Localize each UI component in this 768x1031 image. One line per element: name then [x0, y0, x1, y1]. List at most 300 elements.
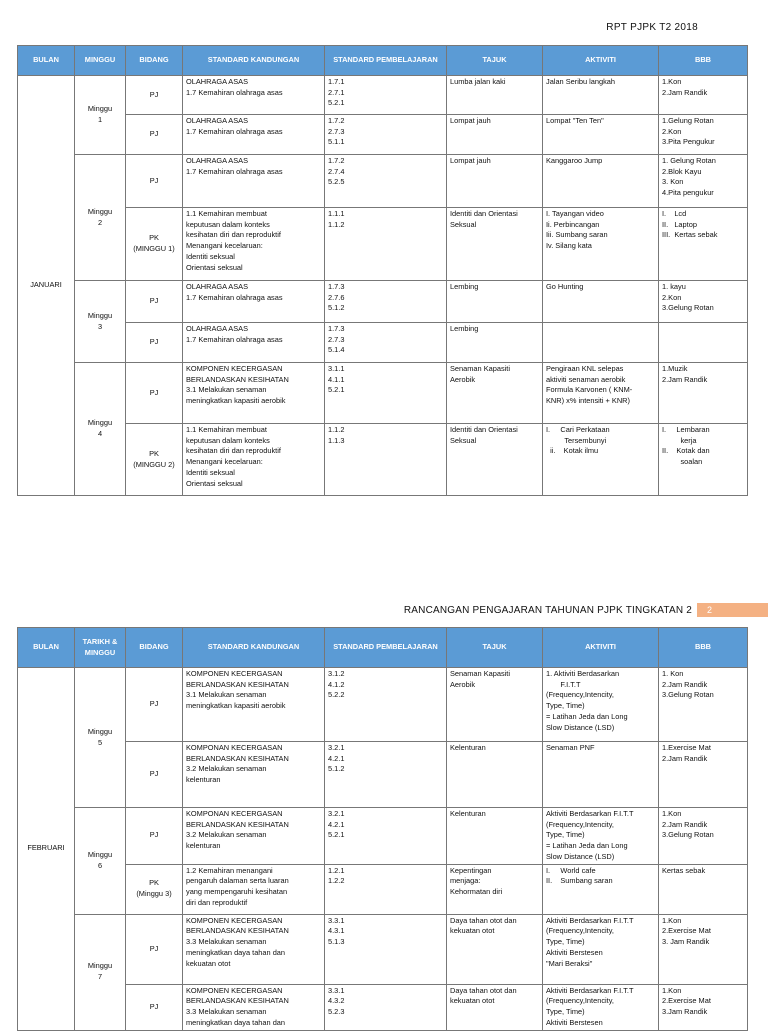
- standard-kandungan-text: BERLANDASKAN KESIHATAN: [186, 926, 289, 936]
- table-row: [18, 155, 748, 208]
- standard-pembelajaran-cell: [325, 208, 447, 281]
- aktiviti-text: = Latihan Jeda dan Long: [546, 711, 628, 721]
- bbb-text: Kertas sebak: [662, 865, 706, 875]
- aktiviti-text: Senaman PNF: [546, 743, 595, 752]
- standard-kandungan-text: OLAHRAGA ASAS: [186, 77, 249, 86]
- standard-pembelajaran-text: 2.7.6: [328, 292, 345, 302]
- bbb-text: 3.Jam Randik: [662, 1007, 708, 1017]
- standard-kandungan-cell: [183, 281, 325, 323]
- bbb-cell: [659, 155, 748, 208]
- week-label: 5: [97, 737, 103, 747]
- aktiviti-text: 1. Aktiviti Berdasarkan: [546, 669, 620, 678]
- bbb-text: 3. Jam Randik: [662, 937, 710, 947]
- tajuk-text: Daya tahan otot dan: [450, 985, 517, 995]
- bbb-text: 2.Kon: [662, 292, 682, 302]
- aktiviti-cell: [543, 76, 659, 115]
- table-row: [18, 742, 748, 808]
- standard-pembelajaran-cell: [325, 864, 447, 914]
- standard-pembelajaran-text: 5.2.2: [328, 690, 345, 700]
- tajuk-text: Daya tahan otot dan: [450, 915, 517, 925]
- bidang-text: PK: [149, 233, 159, 243]
- aktiviti-text: Lompat "Ten Ten": [546, 116, 604, 125]
- week-cell: [75, 281, 126, 363]
- bidang-cell: [126, 115, 183, 155]
- week-label: Minggu: [87, 961, 113, 971]
- aktiviti-cell: [543, 155, 659, 208]
- standard-pembelajaran-text: 2.7.3: [328, 334, 345, 344]
- standard-kandungan-text: 3.3 Melakukan senaman: [186, 1007, 267, 1017]
- standard-pembelajaran-text: 2.7.1: [328, 87, 345, 97]
- tajuk-text: Senaman Kapasiti: [450, 669, 510, 678]
- standard-pembelajaran-text: 3.3.1: [328, 985, 345, 995]
- standard-pembelajaran-cell: [325, 155, 447, 208]
- bbb-text: 2.Kon: [662, 126, 682, 136]
- aktiviti-cell: [543, 363, 659, 424]
- bbb-text: 1.Kon: [662, 809, 682, 818]
- tajuk-text: menjaga:: [450, 876, 481, 886]
- standard-pembelajaran-cell: [325, 668, 447, 742]
- tajuk-cell: [447, 208, 543, 281]
- bbb-cell: [659, 115, 748, 155]
- standard-kandungan-text: Orientasi seksual: [186, 262, 243, 272]
- standard-kandungan-text: BERLANDASKAN KESIHATAN: [186, 679, 289, 689]
- month-cell: FEBRUARI: [18, 668, 75, 1031]
- standard-pembelajaran-text: 5.1.4: [328, 345, 345, 355]
- tajuk-text: Senaman Kapasiti: [450, 364, 510, 373]
- standard-kandungan-text: Orientasi seksual: [186, 478, 243, 488]
- aktiviti-text: (Frequency,Intencity,: [546, 926, 614, 936]
- standard-pembelajaran-text: 1.2.2: [328, 876, 345, 886]
- standard-kandungan-text: meningkatkan kapasiti aerobik: [186, 396, 286, 406]
- standard-kandungan-text: meningkatkan kapasiti aerobik: [186, 701, 286, 711]
- aktiviti-cell: [543, 742, 659, 808]
- aktiviti-text: II. Sumbang saran: [546, 876, 613, 886]
- standard-kandungan-text: OLAHRAGA ASAS: [186, 282, 249, 291]
- standard-kandungan-text: kesihatan diri dan reproduktif: [186, 446, 281, 456]
- aktiviti-cell: [543, 808, 659, 865]
- standard-kandungan-text: pengaruh dalaman serta luaran: [186, 876, 289, 886]
- column-header: BBB: [659, 628, 748, 668]
- bbb-text: 3.Gelung Rotan: [662, 830, 714, 840]
- tajuk-text: Aerobik: [450, 374, 476, 384]
- week-cell: [75, 914, 126, 1030]
- week-label: Minggu: [87, 418, 113, 428]
- standard-pembelajaran-text: 2.7.3: [328, 126, 345, 136]
- aktiviti-text: Tersembunyi: [546, 435, 607, 445]
- bbb-text: 1. Kon: [662, 669, 684, 678]
- aktiviti-cell: [543, 424, 659, 496]
- standard-kandungan-text: yang mempengaruhi kesihatan: [186, 887, 288, 897]
- tajuk-text: Aerobik: [450, 679, 476, 689]
- tajuk-cell: [447, 363, 543, 424]
- tajuk-cell: [447, 281, 543, 323]
- standard-pembelajaran-text: 3.1.1: [328, 364, 345, 373]
- aktiviti-text: (Frequency,Intencity,: [546, 996, 614, 1006]
- aktiviti-text: KNR) x% intensiti + KNR): [546, 396, 630, 406]
- column-header: BULAN: [18, 628, 75, 668]
- bbb-cell: [659, 208, 748, 281]
- aktiviti-text: Type, Time): [546, 701, 585, 711]
- standard-pembelajaran-text: 1.7.2: [328, 156, 345, 165]
- column-header: MINGGU: [75, 46, 126, 76]
- standard-kandungan-text: kelenturan: [186, 841, 221, 851]
- standard-pembelajaran-text: 1.7.2: [328, 116, 345, 125]
- standard-kandungan-text: 1.7 Kemahiran olahraga asas: [186, 334, 283, 344]
- week-label: 1: [97, 115, 103, 124]
- bidang-text: PJ: [149, 129, 159, 139]
- bbb-text: 2.Exercise Mat: [662, 926, 711, 936]
- week-label: Minggu: [87, 206, 113, 216]
- standard-pembelajaran-text: 1.2.1: [328, 865, 345, 875]
- standard-kandungan-text: kelenturan: [186, 775, 221, 785]
- bbb-text: 4.Pita pengukur: [662, 188, 714, 198]
- table-row: [18, 115, 748, 155]
- aktiviti-text: aktiviti senaman aerobik: [546, 374, 626, 384]
- aktiviti-cell: [543, 914, 659, 984]
- bbb-text: 2.Jam Randik: [662, 753, 708, 763]
- aktiviti-cell: [543, 984, 659, 1030]
- week-label: 3: [97, 321, 103, 331]
- standard-kandungan-text: kekuatan otot: [186, 958, 231, 968]
- standard-pembelajaran-text: 4.2.1: [328, 819, 345, 829]
- table-row: [18, 864, 748, 914]
- week-label: 4: [97, 429, 103, 438]
- bidang-text: PJ: [149, 387, 159, 397]
- standard-pembelajaran-cell: [325, 984, 447, 1030]
- bidang-text: PJ: [149, 337, 159, 347]
- standard-pembelajaran-text: 5.2.3: [328, 1007, 345, 1017]
- aktiviti-text: Iv. Silang kata: [546, 241, 592, 251]
- page-header-1: RPT PJPK T2 2018: [606, 22, 698, 33]
- bidang-text: PJ: [149, 89, 159, 99]
- standard-kandungan-cell: [183, 76, 325, 115]
- standard-kandungan-cell: [183, 115, 325, 155]
- bbb-text: I. Lcd: [662, 209, 687, 218]
- bbb-text: 2.Jam Randik: [662, 819, 708, 829]
- aktiviti-cell: [543, 864, 659, 914]
- column-header: BULAN: [18, 46, 75, 76]
- table-row: [18, 424, 748, 496]
- bidang-text: (MINGGU 1): [133, 244, 175, 253]
- tajuk-text: Seksual: [450, 219, 477, 229]
- aktiviti-text: Go Hunting: [546, 282, 584, 291]
- table-row: [18, 363, 748, 424]
- standard-pembelajaran-text: 1.1.2: [328, 425, 345, 434]
- bidang-text: PJ: [149, 175, 159, 185]
- bidang-text: PJ: [149, 769, 159, 779]
- standard-kandungan-text: meningkatkan daya tahan dan: [186, 1017, 286, 1027]
- column-header: AKTIVITI: [543, 628, 659, 668]
- standard-kandungan-text: BERLANDASKAN KESIHATAN: [186, 996, 289, 1006]
- standard-pembelajaran-text: 5.2.5: [328, 177, 345, 187]
- tajuk-text: Identiti dan Orientasi: [450, 209, 518, 218]
- week-cell: [75, 668, 126, 808]
- week-cell: [75, 363, 126, 496]
- bbb-text: kerja: [662, 435, 697, 445]
- aktiviti-text: Slow Distance (LSD): [546, 851, 615, 861]
- aktiviti-text: Type, Time): [546, 1007, 585, 1017]
- aktiviti-cell: [543, 281, 659, 323]
- standard-kandungan-text: KOMPONEN KECERGASAN: [186, 669, 283, 678]
- standard-kandungan-cell: [183, 424, 325, 496]
- table-row: [18, 984, 748, 1030]
- bbb-text: I. Lembaran: [662, 425, 710, 434]
- tajuk-text: Kelenturan: [450, 809, 486, 818]
- bbb-text: 2.Jam Randik: [662, 374, 708, 384]
- table-header-row: [18, 46, 748, 76]
- bidang-cell: [126, 155, 183, 208]
- bbb-cell: [659, 864, 748, 914]
- week-label: 7: [97, 972, 103, 982]
- bbb-text: 1.Kon: [662, 77, 682, 86]
- column-header: TARIKH & MINGGU: [75, 628, 126, 668]
- bbb-cell: [659, 323, 748, 363]
- standard-kandungan-text: 1.7 Kemahiran olahraga asas: [186, 292, 283, 302]
- aktiviti-text: Jalan Seribu langkah: [546, 77, 616, 86]
- tajuk-text: Kepentingan: [450, 865, 492, 875]
- standard-pembelajaran-text: 3.1.2: [328, 669, 345, 678]
- standard-pembelajaran-text: 3.2.1: [328, 809, 345, 818]
- bidang-cell: [126, 281, 183, 323]
- tajuk-text: Lompat jauh: [450, 116, 491, 125]
- week-label: 6: [97, 860, 103, 870]
- standard-kandungan-text: Menangani kecelaruan:: [186, 241, 263, 251]
- standard-kandungan-text: 3.1 Melakukan senaman: [186, 385, 267, 395]
- standard-kandungan-text: 1.1 Kemahiran membuat: [186, 209, 267, 218]
- tajuk-cell: [447, 742, 543, 808]
- standard-pembelajaran-cell: [325, 363, 447, 424]
- week-label: Minggu: [87, 310, 113, 320]
- bbb-text: soalan: [662, 457, 703, 467]
- standard-kandungan-cell: [183, 864, 325, 914]
- column-header: STANDARD KANDUNGAN: [183, 46, 325, 76]
- standard-pembelajaran-text: 3.3.1: [328, 915, 345, 925]
- standard-kandungan-text: diri dan reproduktif: [186, 897, 248, 907]
- bidang-text: PJ: [149, 699, 159, 709]
- bbb-cell: [659, 363, 748, 424]
- bidang-cell: [126, 323, 183, 363]
- aktiviti-text: Aktiviti Berdasarkan F.I.T.T: [546, 809, 634, 818]
- aktiviti-text: I. Tayangan video: [546, 209, 604, 218]
- aktiviti-text: Ii. Perbincangan: [546, 219, 600, 229]
- standard-kandungan-cell: [183, 208, 325, 281]
- bbb-text: 2.Jam Randik: [662, 87, 708, 97]
- tajuk-cell: [447, 424, 543, 496]
- standard-pembelajaran-text: 1.7.3: [328, 282, 345, 291]
- standard-kandungan-text: 1.7 Kemahiran olahraga asas: [186, 166, 283, 176]
- tajuk-cell: [447, 668, 543, 742]
- table-row: [18, 76, 748, 115]
- tajuk-text: Lembing: [450, 324, 479, 333]
- bbb-cell: [659, 742, 748, 808]
- bidang-text: PJ: [149, 943, 159, 953]
- standard-kandungan-text: meningkatkan daya tahan dan: [186, 947, 286, 957]
- standard-pembelajaran-text: 4.3.2: [328, 996, 345, 1006]
- bbb-text: 1.Exercise Mat: [662, 743, 711, 752]
- table-row: [18, 208, 748, 281]
- bbb-text: 1. kayu: [662, 282, 686, 291]
- standard-pembelajaran-text: 1.1.3: [328, 435, 345, 445]
- tajuk-text: Seksual: [450, 435, 477, 445]
- bidang-cell: [126, 864, 183, 914]
- standard-kandungan-text: 3.2 Melakukan senaman: [186, 764, 267, 774]
- bidang-text: PJ: [149, 296, 159, 306]
- standard-kandungan-text: 3.1 Melakukan senaman: [186, 690, 267, 700]
- bbb-text: 2.Jam Randik: [662, 679, 708, 689]
- tajuk-text: Kehormatan diri: [450, 887, 503, 897]
- standard-pembelajaran-text: 4.3.1: [328, 926, 345, 936]
- standard-pembelajaran-text: 1.7.3: [328, 324, 345, 333]
- tajuk-cell: [447, 76, 543, 115]
- aktiviti-text: Type, Time): [546, 937, 585, 947]
- bidang-cell: [126, 742, 183, 808]
- bidang-cell: [126, 424, 183, 496]
- bbb-text: 1.Kon: [662, 985, 682, 995]
- standard-pembelajaran-text: 5.1.2: [328, 303, 345, 313]
- week-label: Minggu: [87, 726, 113, 736]
- tajuk-cell: [447, 808, 543, 865]
- standard-pembelajaran-cell: [325, 742, 447, 808]
- bbb-text: III. Kertas sebak: [662, 230, 718, 240]
- aktiviti-text: Aktiviti Berdasarkan F.I.T.T: [546, 915, 634, 925]
- standard-pembelajaran-text: 1.1.2: [328, 219, 345, 229]
- standard-pembelajaran-text: 5.1.1: [328, 137, 345, 147]
- table-row: [18, 281, 748, 323]
- rpt-table-february: [17, 627, 748, 1031]
- tajuk-cell: [447, 984, 543, 1030]
- column-header: STANDARD KANDUNGAN: [183, 628, 325, 668]
- standard-kandungan-text: KOMPONAN KECERGASAN: [186, 743, 283, 752]
- bidang-text: PJ: [149, 1001, 159, 1011]
- page-number-badge: 2: [697, 603, 768, 617]
- aktiviti-text: Aktiviti Berstesen: [546, 947, 603, 957]
- standard-kandungan-text: 1.2 Kemahiran menangani: [186, 865, 273, 875]
- standard-kandungan-text: OLAHRAGA ASAS: [186, 116, 249, 125]
- column-header: TAJUK: [447, 46, 543, 76]
- week-cell: [75, 155, 126, 281]
- tajuk-text: Identiti dan Orientasi: [450, 425, 518, 434]
- standard-kandungan-text: keputusan dalam konteks: [186, 219, 270, 229]
- aktiviti-cell: [543, 323, 659, 363]
- aktiviti-text: Slow Distance (LSD): [546, 722, 615, 732]
- standard-kandungan-text: 1.7 Kemahiran olahraga asas: [186, 87, 283, 97]
- standard-pembelajaran-text: 5.1.2: [328, 764, 345, 774]
- standard-kandungan-text: Menangani kecelaruan:: [186, 457, 263, 467]
- aktiviti-text: Aktiviti Berdasarkan F.I.T.T: [546, 985, 634, 995]
- table-row: [18, 808, 748, 865]
- aktiviti-cell: [543, 208, 659, 281]
- aktiviti-text: Aktiviti Berstesen: [546, 1017, 603, 1027]
- bidang-cell: [126, 984, 183, 1030]
- bbb-text: 1. Gelung Rotan: [662, 156, 716, 165]
- bbb-cell: [659, 281, 748, 323]
- standard-kandungan-text: KOMPONEN KECERGASAN: [186, 985, 283, 995]
- table-header-row: [18, 628, 748, 668]
- week-label: Minggu: [87, 850, 113, 860]
- standard-kandungan-cell: [183, 323, 325, 363]
- column-header: STANDARD PEMBELAJARAN: [325, 46, 447, 76]
- tajuk-cell: [447, 323, 543, 363]
- column-header: BIDANG: [126, 46, 183, 76]
- bidang-cell: [126, 914, 183, 984]
- standard-kandungan-cell: [183, 668, 325, 742]
- standard-pembelajaran-text: 1.7.1: [328, 77, 345, 86]
- bidang-cell: [126, 668, 183, 742]
- bbb-text: 3. Kon: [662, 177, 684, 187]
- standard-kandungan-text: OLAHRAGA ASAS: [186, 324, 249, 333]
- bbb-text: 1.Gelung Rotan: [662, 116, 714, 125]
- standard-kandungan-text: KOMPONEN KECERGASAN: [186, 364, 283, 373]
- standard-kandungan-text: 3.2 Melakukan senaman: [186, 830, 267, 840]
- standard-pembelajaran-cell: [325, 323, 447, 363]
- bbb-text: 2.Exercise Mat: [662, 996, 711, 1006]
- bbb-text: 3.Pita Pengukur: [662, 137, 715, 147]
- standard-kandungan-text: Identiti seksual: [186, 467, 235, 477]
- standard-pembelajaran-text: 4.2.1: [328, 753, 345, 763]
- week-cell: [75, 808, 126, 915]
- bidang-cell: [126, 363, 183, 424]
- standard-pembelajaran-text: 5.2.1: [328, 385, 345, 395]
- standard-kandungan-text: BERLANDASKAN KESIHATAN: [186, 753, 289, 763]
- week-label: 2: [97, 217, 103, 227]
- tajuk-text: Lumba jalan kaki: [450, 77, 506, 86]
- standard-pembelajaran-text: 1.1.1: [328, 209, 345, 218]
- bidang-text: PK: [149, 878, 159, 888]
- bbb-text: 3.Gelung Rotan: [662, 690, 714, 700]
- aktiviti-cell: [543, 115, 659, 155]
- bidang-text: (MINGGU 2): [133, 459, 175, 469]
- standard-pembelajaran-text: 5.1.3: [328, 937, 345, 947]
- aktiviti-text: I. Cari Perkataan: [546, 425, 610, 434]
- table-row: [18, 668, 748, 742]
- column-header: BIDANG: [126, 628, 183, 668]
- aktiviti-text: Type, Time): [546, 830, 585, 840]
- standard-pembelajaran-cell: [325, 76, 447, 115]
- table-row: [18, 323, 748, 363]
- aktiviti-cell: [543, 668, 659, 742]
- bbb-text: 1.Muzik: [662, 364, 688, 373]
- bbb-cell: [659, 668, 748, 742]
- standard-pembelajaran-cell: [325, 281, 447, 323]
- bbb-text: II. Kotak dan: [662, 446, 710, 456]
- standard-kandungan-text: 3.3 Melakukan senaman: [186, 937, 267, 947]
- rpt-table-january: [17, 45, 748, 496]
- month-cell: JANUARI: [18, 76, 75, 496]
- bbb-text: 1.Kon: [662, 915, 682, 925]
- tajuk-text: Lembing: [450, 282, 479, 291]
- bidang-cell: [126, 76, 183, 115]
- standard-pembelajaran-text: 3.2.1: [328, 743, 345, 752]
- bidang-cell: [126, 208, 183, 281]
- bbb-text: 2.Blok Kayu: [662, 166, 702, 176]
- column-header: TAJUK: [447, 628, 543, 668]
- column-header: STANDARD PEMBELAJARAN: [325, 628, 447, 668]
- standard-kandungan-cell: [183, 914, 325, 984]
- standard-pembelajaran-text: 5.2.1: [328, 98, 345, 108]
- aktiviti-text: (Frequency,Intencity,: [546, 819, 614, 829]
- standard-pembelajaran-cell: [325, 424, 447, 496]
- tajuk-text: kekuatan otot: [450, 996, 495, 1006]
- tajuk-cell: [447, 864, 543, 914]
- standard-kandungan-text: BERLANDASKAN KESIHATAN: [186, 819, 289, 829]
- bbb-cell: [659, 914, 748, 984]
- tajuk-text: kekuatan otot: [450, 926, 495, 936]
- week-cell: [75, 76, 126, 155]
- page-header-title: RANCANGAN PENGAJARAN TAHUNAN PJPK TINGKATAN 2: [403, 605, 692, 616]
- standard-kandungan-cell: [183, 742, 325, 808]
- standard-kandungan-text: Identiti seksual: [186, 251, 235, 261]
- standard-kandungan-text: KOMPONAN KECERGASAN: [186, 809, 283, 818]
